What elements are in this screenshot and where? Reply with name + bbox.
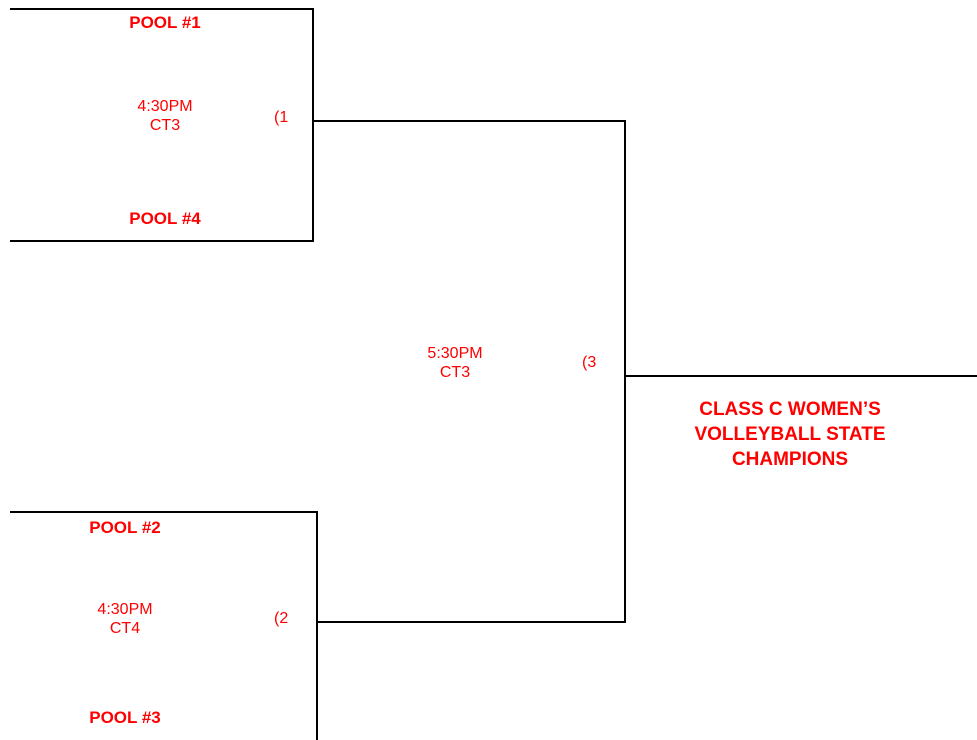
game1-top-team: POOL #1 bbox=[129, 13, 201, 32]
champion-line-1: CLASS C WOMEN’S bbox=[699, 399, 881, 420]
game2-label: (2 bbox=[274, 610, 289, 627]
game1-vertical-line bbox=[312, 8, 314, 242]
game2-top-team: POOL #2 bbox=[89, 518, 161, 537]
game1-bottom-team: POOL #4 bbox=[129, 209, 201, 228]
champion-line-2: VOLLEYBALL STATE bbox=[694, 424, 886, 445]
game1-time: 4:30PM bbox=[137, 98, 193, 115]
champion-line bbox=[624, 375, 977, 377]
final-label: (3 bbox=[582, 354, 597, 371]
final-court: CT3 bbox=[439, 364, 471, 381]
final-schedule bbox=[380, 344, 530, 382]
game2-winner-line bbox=[316, 621, 626, 623]
game2-bottom-team: POOL #3 bbox=[89, 708, 161, 727]
game2-vertical-line bbox=[316, 511, 318, 740]
champion-line-3: CHAMPIONS bbox=[731, 449, 849, 470]
game1-court: CT3 bbox=[149, 117, 181, 134]
game2-court: CT4 bbox=[109, 620, 141, 637]
final-time: 5:30PM bbox=[427, 345, 483, 362]
game1-winner-line bbox=[312, 120, 626, 122]
game2-time: 4:30PM bbox=[97, 601, 153, 618]
game1-label: (1 bbox=[274, 109, 289, 126]
game2-schedule bbox=[50, 600, 200, 638]
game1-bottom-line bbox=[10, 240, 314, 242]
champion-title bbox=[660, 397, 920, 472]
game1-top-line bbox=[10, 8, 314, 10]
game1-schedule bbox=[90, 97, 240, 135]
game2-top-line bbox=[10, 511, 318, 513]
final-vertical-line bbox=[624, 120, 626, 623]
